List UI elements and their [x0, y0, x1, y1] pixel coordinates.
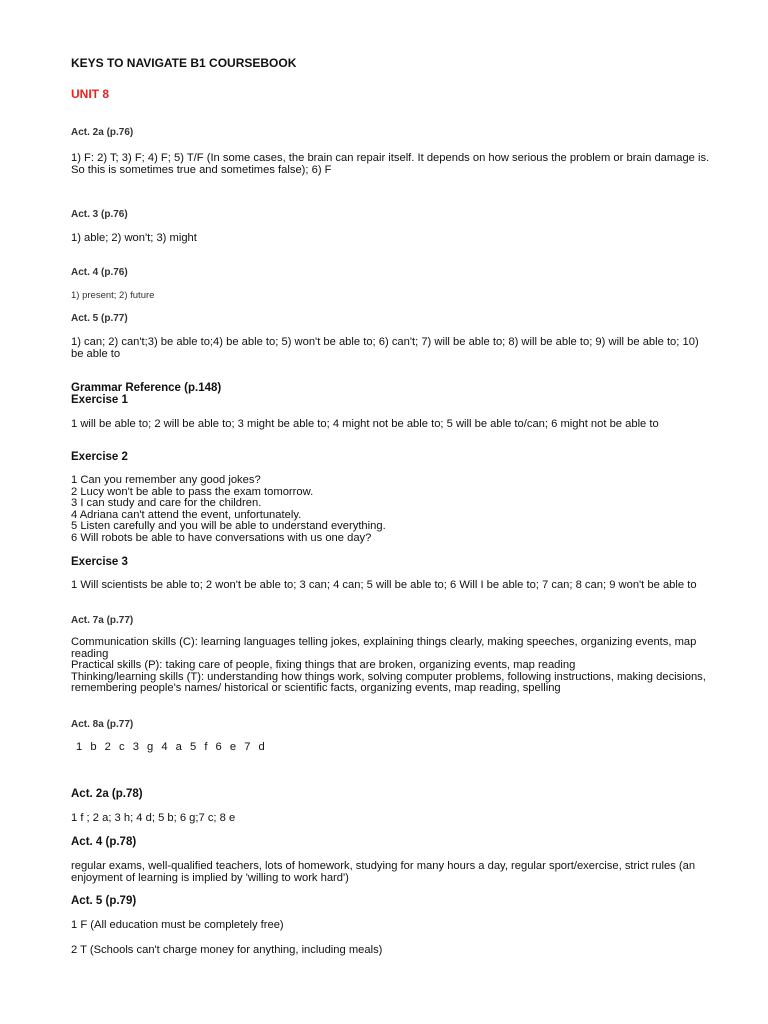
- act8a-p77-heading: Act. 8a (p.77): [71, 719, 134, 730]
- act3-p76-heading: Act. 3 (p.76): [71, 209, 128, 220]
- act7a-p77-heading: Act. 7a (p.77): [71, 615, 134, 626]
- list-item: 6 Will robots be able to have conversations with us one day?: [71, 531, 372, 544]
- act4-p76-heading: Act. 4 (p.76): [71, 267, 128, 278]
- list-item: 3 I can study and care for the children.: [71, 497, 262, 510]
- exercise3-text: 1 Will scientists be able to; 2 won't be able to; 3 can; 4 can; 5 will be able to; 6 Will I be able to; 7 can; 8 can; 9 won't be able to: [71, 579, 697, 591]
- exercise3-heading: Exercise 3: [71, 556, 128, 568]
- document-title: KEYS TO NAVIGATE B1 COURSEBOOK: [71, 56, 297, 70]
- act4-p78-heading: Act. 4 (p.78): [71, 836, 137, 848]
- grammar-reference-heading: Grammar Reference (p.148): [71, 382, 222, 394]
- list-item: Thinking/learning skills (T): understanding how things work, solving computer problems, following instructions, making decisions, remembering people's names/ historical or scientific facts, organizing events, map reading, spelling: [71, 670, 706, 695]
- exercise2-list: [71, 475, 711, 545]
- unit-heading: UNIT 8: [71, 87, 110, 101]
- act5-p77-text: 1) can; 2) can't;3) be able to;4) be able to; 5) won't be able to; 6) can't; 7) will be able to; 8) will be able to; 9) will be able to; 10) be able to: [71, 336, 699, 360]
- list-item: 1 Can you remember any good jokes?: [71, 474, 261, 486]
- list-item: 5 Listen carefully and you will be able to understand everything.: [71, 520, 386, 533]
- act5-p79-item2: 2 T (Schools can't charge money for anything, including meals): [71, 944, 383, 956]
- exercise1-heading: Exercise 1: [71, 394, 128, 406]
- act2a-p78-heading: Act. 2a (p.78): [71, 788, 143, 800]
- act2a-p76-text: 1) F: 2) T; 3) F; 4) F; 5) T/F (In some cases, the brain can repair itself. It depends on how serious the problem or brain damage is. So this is sometimes true and sometimes false); 6) F: [71, 152, 710, 176]
- act8a-p77-text: 1 b 2 c 3 g 4 a 5 f 6 e 7 d: [76, 741, 266, 753]
- act5-p79-heading: Act. 5 (p.79): [71, 895, 137, 907]
- act3-p76-text: 1) able; 2) won't; 3) might: [71, 232, 197, 244]
- act5-p77-heading: Act. 5 (p.77): [71, 313, 128, 324]
- exercise2-heading: Exercise 2: [71, 451, 128, 463]
- act2a-p78-text: 1 f ; 2 a; 3 h; 4 d; 5 b; 6 g;7 c; 8 e: [71, 812, 236, 824]
- list-item: 2 Lucy won't be able to pass the exam tomorrow.: [71, 485, 314, 498]
- list-item: Communication skills (C): learning languages telling jokes, explaining things clearly, making speeches, organizing events, map reading: [71, 636, 697, 660]
- act7a-p77-list: [71, 637, 711, 695]
- list-item: Practical skills (P): taking care of people, fixing things that are broken, organizing events, map reading: [71, 659, 576, 672]
- act2a-p76-heading: Act. 2a (p.76): [71, 127, 134, 138]
- exercise1-text: 1 will be able to; 2 will be able to; 3 might be able to; 4 might not be able to; 5 will be able to/can; 6 might not be able to: [71, 418, 659, 430]
- act4-p78-text: regular exams, well-qualified teachers, lots of homework, studying for many hours a day, regular sport/exercise, strict rules (an enjoyment of learning is implied by 'willing to work hard'): [71, 860, 696, 884]
- act4-p76-text: 1) present; 2) future: [71, 290, 155, 301]
- act5-p79-item1: 1 F (All education must be completely free): [71, 919, 284, 931]
- list-item: 4 Adriana can't attend the event, unfortunately.: [71, 508, 302, 521]
